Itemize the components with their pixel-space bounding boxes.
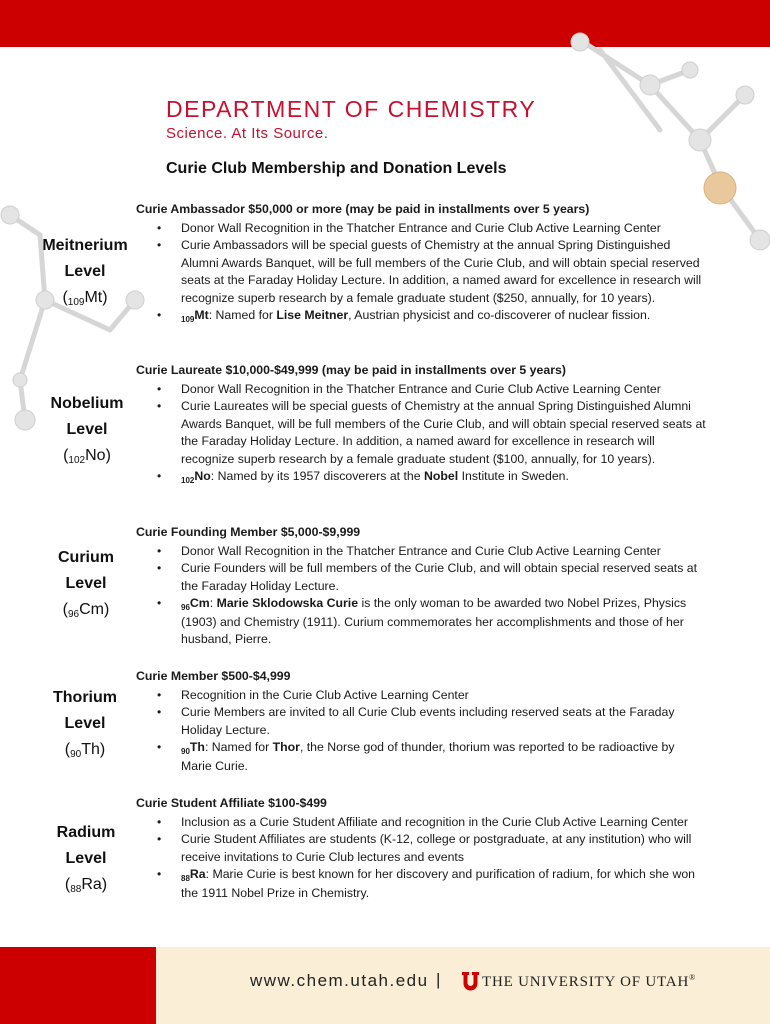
- benefit-list: [136, 220, 706, 326]
- benefit-list: [136, 381, 706, 487]
- level-name: Radium: [56, 824, 116, 841]
- list-item: • Recognition in the Curie Club Active Learning Center: [136, 687, 706, 705]
- section-curie-member: [136, 668, 706, 775]
- list-item: • Donor Wall Recognition in the Thatcher Entrance and Curie Club Active Learning Center: [136, 220, 706, 238]
- benefit-list: [136, 814, 706, 903]
- list-item: • Curie Laureates will be special guests of Chemistry at the annual Spring Distinguished Alumni Awards Banquet, will be full members of the Curie Club, and will obtain special reserved seats at the Faraday Holiday Lecture. In addition, a named award for excellence in research will recognize superb research by a female graduate student ($100, annually, for 10 years).: [136, 398, 706, 468]
- level-symbol: $(_{102}No)$: [63, 447, 111, 466]
- list-item-element: • $_{96}$Cm: Marie Sklodowska Curie is the only woman to be awarded two Nobel Prizes, Physics (1903) and Chemistry (1911). Curium commemorates her accomplishments and those of her husband, Pierre.: [136, 595, 706, 649]
- list-item: • Curie Founders will be full members of the Curie Club, and will obtain special reserved seats at the Faraday Holiday Lecture.: [136, 560, 706, 595]
- list-item: • Donor Wall Recognition in the Thatcher Entrance and Curie Club Active Learning Center: [136, 381, 706, 399]
- section-curie-ambassador: [136, 201, 706, 326]
- section-curie-founding-member: [136, 524, 706, 649]
- level-symbol: $(_{88}Ra)$: [64, 876, 108, 895]
- section-heading: Curie Laureate $10,000-$49,999 (may be paid in installments over 5 years): [136, 363, 566, 377]
- section-heading: Curie Student Affiliate $100-$499: [136, 796, 327, 810]
- level-label-meitnerium: [25, 233, 145, 313]
- section-curie-laureate: [136, 362, 706, 487]
- level-label-nobelium: [27, 391, 147, 471]
- department-title: DEPARTMENT OF CHEMISTRY: [166, 96, 537, 122]
- department-header: [166, 96, 536, 142]
- list-item: • Donor Wall Recognition in the Thatcher Entrance and Curie Club Active Learning Center: [136, 543, 706, 561]
- university-u-logo-icon: [461, 971, 480, 991]
- benefit-list: [136, 543, 706, 649]
- footer-red-block: [0, 947, 156, 1024]
- level-name: Curium: [58, 549, 114, 566]
- section-curie-student-affiliate: [136, 795, 706, 902]
- section-heading: Curie Founding Member $5,000-$9,999: [136, 525, 361, 539]
- level-label-curium: [26, 545, 146, 625]
- level-word: Level: [65, 575, 107, 592]
- section-heading: Curie Member $500-$4,999: [136, 669, 291, 683]
- list-item: • Inclusion as a Curie Student Affiliate and recognition in the Curie Club Active Learning Center: [136, 814, 706, 832]
- university-name: THE UNIVERSITY OF UTAH®: [482, 973, 696, 990]
- list-item-element: • $_{102}$No: Named by its 1957 discoverers at the Nobel Institute in Sweden.: [136, 468, 706, 487]
- level-word: Level: [64, 263, 106, 280]
- section-heading: Curie Ambassador $50,000 or more (may be paid in installments over 5 years): [136, 202, 590, 216]
- footer-url-link[interactable]: www.chem.utah.edu: [250, 971, 429, 990]
- list-item-element: • $_{109}$Mt: Named for Lise Meitner, Austrian physicist and co-discoverer of nuclear fission.: [136, 307, 706, 326]
- footer-separator: |: [436, 970, 441, 989]
- list-item-element: • $_{88}$Ra: Marie Curie is best known for her discovery and purification of radium, for which she won the 1911 Nobel Prize in Chemistry.: [136, 866, 706, 902]
- department-tagline: Science. At Its Source.: [166, 125, 329, 142]
- top-red-bar: [0, 0, 770, 47]
- level-name: Thorium: [53, 689, 117, 706]
- level-word: Level: [64, 715, 106, 732]
- list-item: • Curie Members are invited to all Curie Club events including reserved seats at the Faraday Holiday Lecture.: [136, 704, 706, 739]
- benefit-list: [136, 687, 706, 776]
- level-label-radium: [26, 820, 146, 900]
- level-word: Level: [66, 421, 108, 438]
- level-symbol: $(_{96}Cm)$: [62, 601, 110, 620]
- document-title: Curie Club Membership and Donation Levels: [166, 160, 507, 177]
- level-label-thorium: [25, 685, 145, 765]
- level-symbol: $(_{90}Th)$: [64, 741, 106, 760]
- list-item-element: • $_{90}$Th: Named for Thor, the Norse god of thunder, thorium was reported to be radioactive by Marie Curie.: [136, 739, 706, 775]
- level-symbol: $(_{109}Mt)$: [62, 289, 108, 308]
- level-name: Meitnerium: [42, 237, 128, 254]
- footer: [0, 947, 770, 1024]
- level-name: Nobelium: [50, 395, 124, 412]
- list-item: • Curie Student Affiliates are students (K-12, college or postgraduate, at any institution) who will receive invitations to Curie Club lectures and events: [136, 831, 706, 866]
- list-item: • Curie Ambassadors will be special guests of Chemistry at the annual Spring Distinguished Alumni Awards Banquet, will be full members of the Curie Club, and will obtain special reserved seats at the Faraday Holiday Lecture. In addition, a named award for excellence in research will recognize superb research by a female graduate student ($250, annually, for 10 years).: [136, 237, 706, 307]
- level-word: Level: [65, 850, 107, 867]
